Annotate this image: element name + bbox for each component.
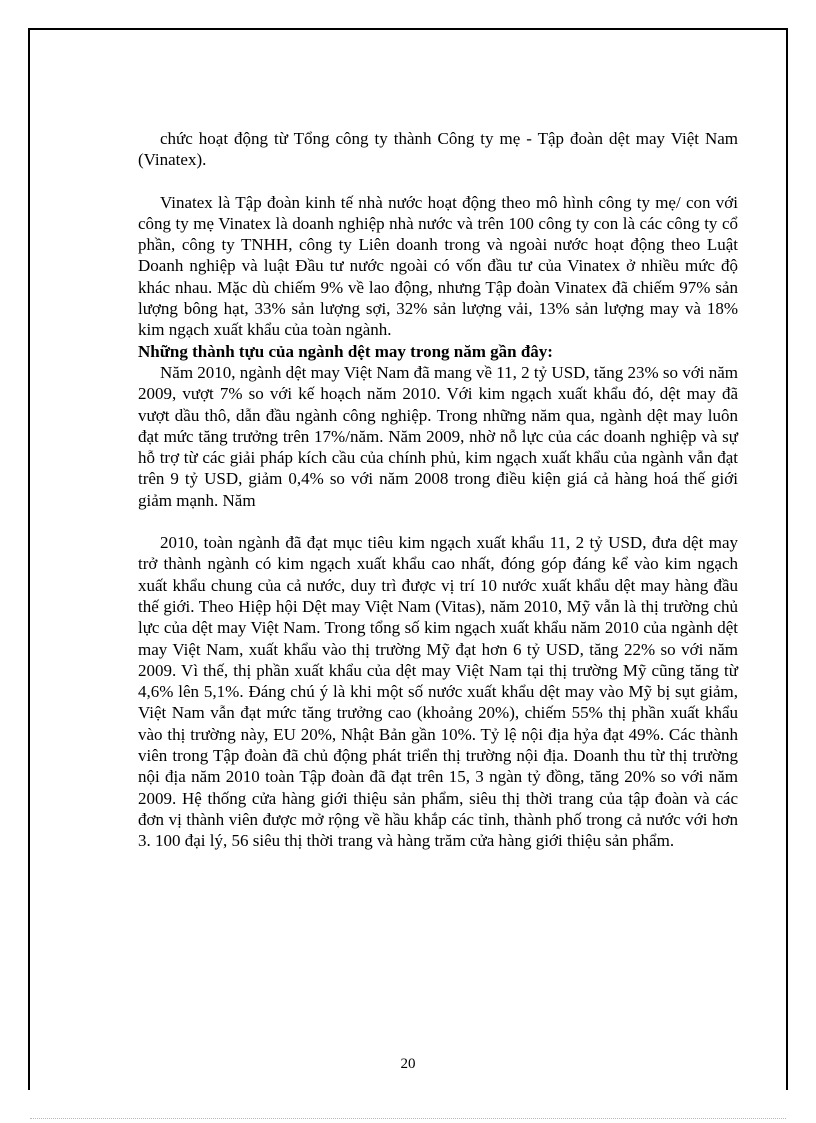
page-number: 20 [400,1056,416,1072]
right-border [786,28,788,1090]
bottom-divider [30,1118,786,1119]
section-heading: Những thành tựu của ngành dệt may trong năm gần đây: [138,341,553,361]
paragraph-3: Năm 2010, ngành dệt may Việt Nam đã mang về 11, 2 tỷ USD, tăng 23% so với năm 2009, vượt 7% so với kế hoạch năm 2010. Với kim ngạch xuất khẩu đó, dệt may đã vượt dầu thô, dẫn đầu ngành công nghiệp. Trong những năm qua, ngành dệt may luôn đạt mức tăng trưởng trên 17%/năm. Năm 2009, nhờ nỗ lực của các doanh nghiệp và sự hỗ trợ từ các giải pháp kích cầu của chính phủ, kim ngạch xuất khẩu của ngành vẫn đạt trên 9 tỷ USD, giảm 0,4% so với năm 2008 trong điều kiện giá cả hàng hoá thế giới giảm mạnh. Năm [138,362,738,510]
paragraph-1: chức hoạt động từ Tổng công ty thành Công ty mẹ - Tập đoàn dệt may Việt Nam (Vinatex). [138,129,738,170]
document-body [138,128,738,852]
left-border [28,28,30,1090]
paragraph-2: Vinatex là Tập đoàn kinh tế nhà nước hoạt động theo mô hình công ty mẹ/ con với công ty mẹ Vinatex là doanh nghiệp nhà nước và trên 100 công ty con là các công ty cổ phần, công ty TNHH, công ty Liên doanh trong và ngoài nước hoạt động theo Luật Doanh nghiệp và luật Đầu tư nước ngoài có vốn đầu tư của Vinatex ở nhiều mức độ khác nhau. Mặc dù chiếm 9% về lao động, nhưng Tập đoàn Vinatex đã chiếm 97% sản lượng bông hạt, 33% sản lượng sợi, 32% sản lượng vải, 13% sản lượng may và 18% kim ngạch xuất khẩu của toàn ngành. [138,192,738,340]
top-border [28,28,788,30]
paragraph-4: 2010, toàn ngành đã đạt mục tiêu kim ngạch xuất khẩu 11, 2 tỷ USD, đưa dệt may trở thành ngành có kim ngạch xuất khẩu cao nhất, đóng góp đáng kể vào kim ngạch xuất khẩu chung của cả nước, duy trì được vị trí 10 nước xuất khẩu dệt may hàng đầu thế giới. Theo Hiệp hội Dệt may Việt Nam (Vitas), năm 2010, Mỹ vẫn là thị trường chủ lực của dệt may Việt Nam. Trong tổng số kim ngạch xuất khẩu năm 2010 của ngành dệt may Việt Nam, xuất khẩu vào thị trường Mỹ đạt hơn 6 tỷ USD, tăng 22% so với năm 2009. Vì thế, thị phần xuất khẩu của dệt may Việt Nam tại thị trường Mỹ cũng tăng từ 4,6% lên 5,1%. Đáng chú ý là khi một số nước xuất khẩu dệt may vào Mỹ bị sụt giảm, Việt Nam vẫn đạt mức tăng trưởng cao (khoảng 20%), chiếm 55% thị phần xuất khẩu vào thị trường này, EU 20%, Nhật Bản gần 10%. Tỷ lệ nội địa hỷa đạt 49%. Các thành viên trong Tập đoàn đã chủ động phát triển thị trường nội địa. Doanh thu từ thị trường nội địa năm 2010 toàn Tập đoàn đã đạt trên 15, 3 ngàn tỷ đồng, tăng 20% so với năm 2009. Hệ thống cửa hàng giới thiệu sản phẩm, siêu thị thời trang của tập đoàn và các đơn vị thành viên được mở rộng về hầu khắp các tỉnh, thành phố trong cả nước với hơn 3. 100 đại lý, 56 siêu thị thời trang và hàng trăm cửa hàng giới thiệu sản phẩm. [138,533,738,851]
